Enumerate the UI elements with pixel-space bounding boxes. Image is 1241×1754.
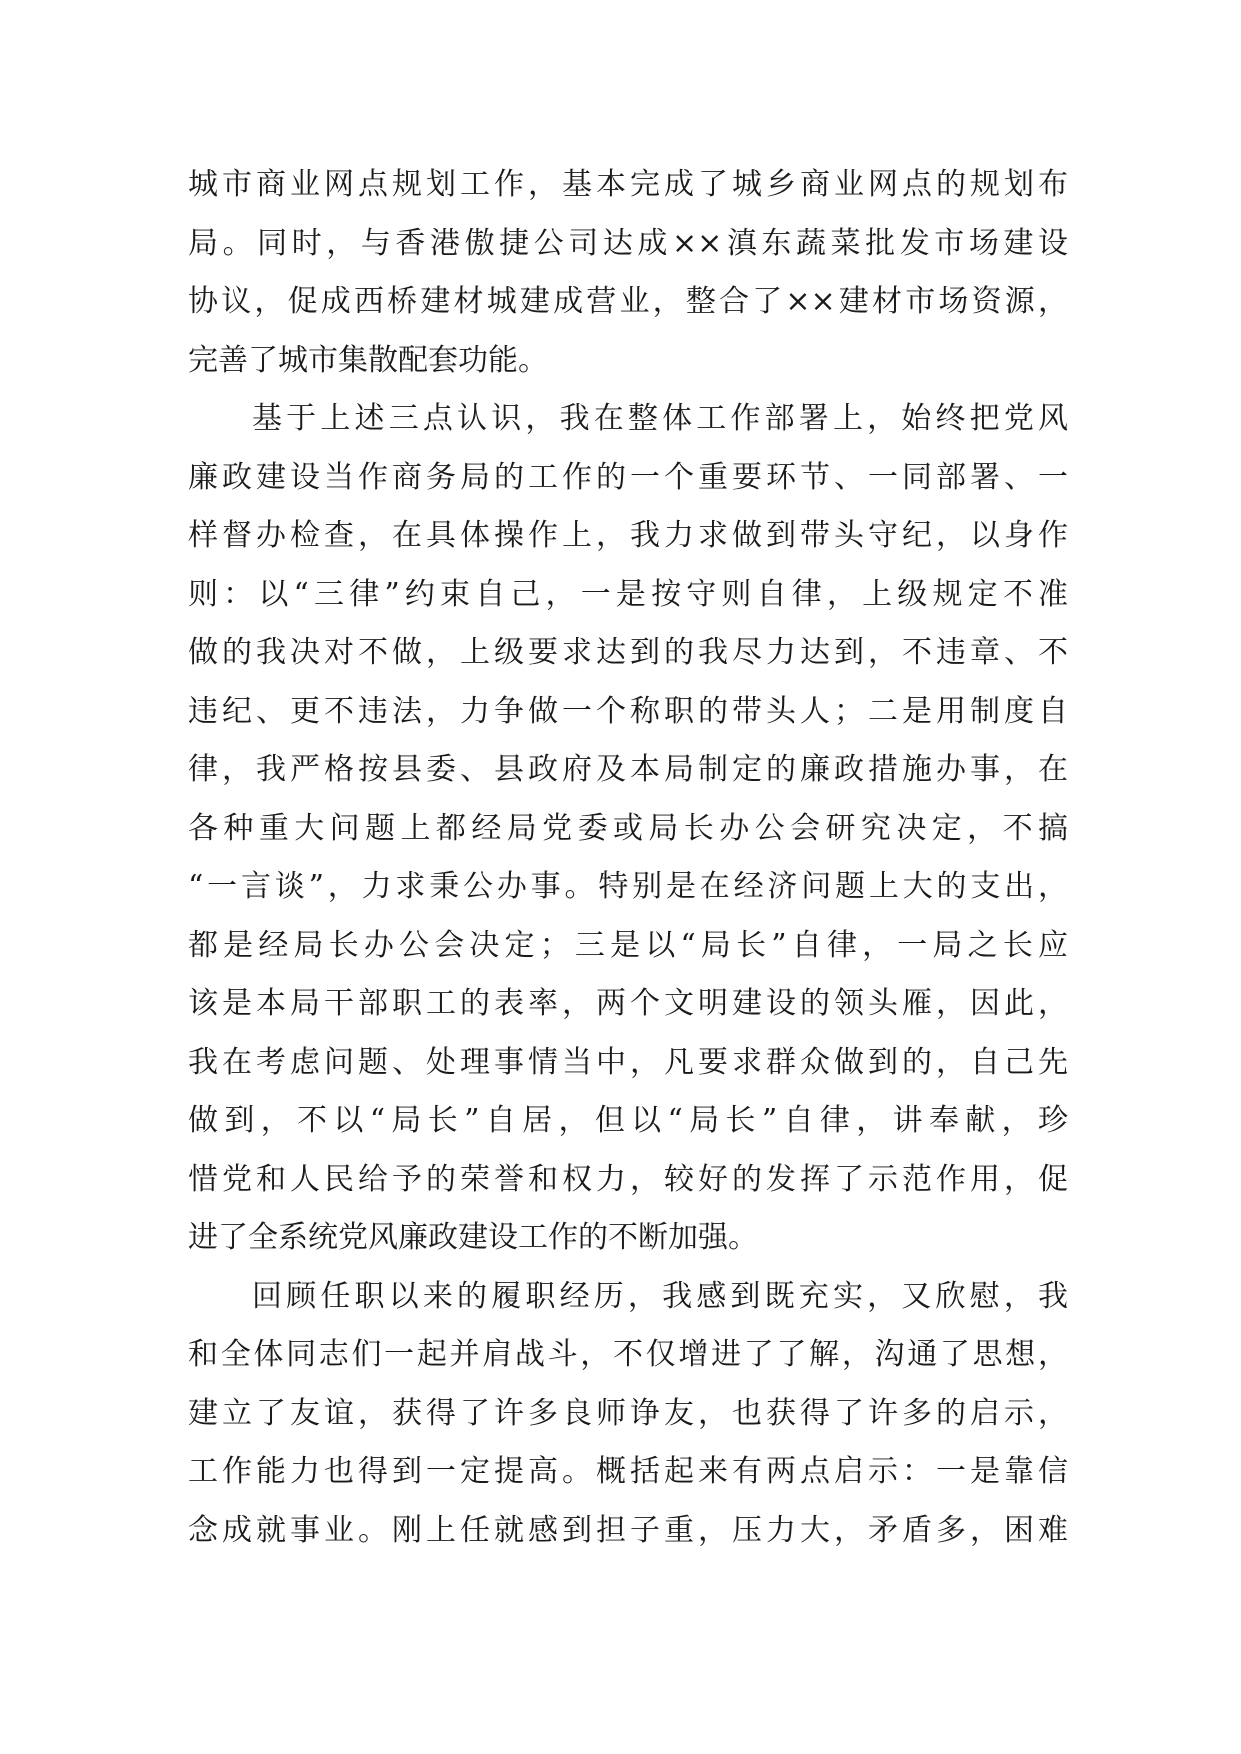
text-line: 廉政建设当作商务局的工作的一个重要环节、一同部署、一 (188, 459, 1068, 495)
text-line: 该是本局干部职工的表率，两个文明建设的领头雁，因此， (188, 986, 1068, 1021)
text-line: 基于上述三点认识，我在整体工作部署上，始终把党风 (252, 401, 1068, 436)
text-line: 工作能力也得到一定提高。概括起来有两点启示：一是靠信 (188, 1454, 1068, 1489)
text-line: 则：以“三律”约束自己，一是按守则自律，上级规定不准 (188, 576, 1068, 612)
text-line: 念成就事业。刚上任就感到担子重，压力大，矛盾多，困难 (188, 1512, 1068, 1548)
text-line: 各种重大问题上都经局党委或局长办公会研究决定，不搞 (188, 810, 1068, 846)
text-line: “一言谈”，力求秉公办事。特别是在经济问题上大的支出， (188, 869, 1068, 904)
text-line: 惜党和人民给予的荣誉和权力，较好的发挥了示范作用，促 (188, 1161, 1068, 1197)
text-line: 和全体同志们一起并肩战斗，不仅增进了了解，沟通了思想， (188, 1337, 1068, 1372)
text-line: 建立了友谊，获得了许多良师诤友，也获得了许多的启示， (188, 1395, 1068, 1431)
text-line: 局。同时，与香港傲捷公司达成××滇东蔬菜批发市场建设 (188, 225, 1068, 261)
text-line: 违纪、更不违法，力争做一个称职的带头人；二是用制度自 (188, 693, 1068, 729)
text-line: 都是经局长办公会决定；三是以“局长”自律，一局之长应 (188, 927, 1068, 963)
text-line: 协议，促成西桥建材城建成营业，整合了××建材市场资源， (188, 284, 1068, 319)
text-line: 做的我决对不做，上级要求达到的我尽力达到，不违章、不 (188, 635, 1068, 670)
text-line: 进了全系统党风廉政建设工作的不断加强。 (188, 1220, 758, 1255)
body-text (188, 156, 1068, 1560)
text-line: 完善了城市集散配套功能。 (188, 342, 548, 378)
text-line: 做到，不以“局长”自居，但以“局长”自律，讲奉献，珍 (188, 1103, 1068, 1138)
text-line: 回顾任职以来的履职经历，我感到既充实，又欣慰，我 (252, 1278, 1068, 1314)
text-line: 城市商业网点规划工作，基本完成了城乡商业网点的规划布 (188, 167, 1068, 202)
text-line: 我在考虑问题、处理事情当中，凡要求群众做到的，自己先 (188, 1044, 1068, 1080)
text-line: 律，我严格按县委、县政府及本局制定的廉政措施办事，在 (188, 752, 1068, 787)
text-line: 样督办检查，在具体操作上，我力求做到带头守纪，以身作 (188, 518, 1068, 553)
